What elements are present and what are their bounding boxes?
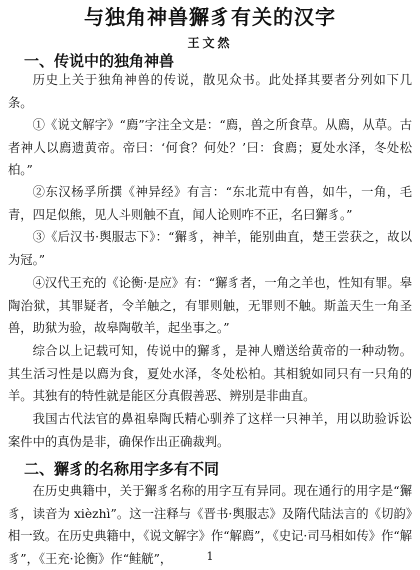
paragraph-source-1: ①《说文解字》“廌”字注全文是：“廌，兽之所食草。从廌，从草。古者神人以廌遗黄帝。帝曰：‘何食？何处？’曰：食廌；夏处水泽，冬处松柏。” (8, 118, 412, 178)
paragraph-source-4: ④汉代王充的《论衡·是应》有：“獬豸者，一角之羊也，性知有罪。皋陶治狱，其罪疑者，令羊触之，有罪则触，无罪则不触。斯盖天生一角圣兽，助狱为验，故皋陶敬羊，起坐事之。” (8, 276, 412, 336)
page-number: 1 (206, 550, 214, 563)
paragraph-gaoyao: 我国古代法官的鼻祖皋陶氏精心驯养了这样一只神羊，用以助验诉讼案件中的真伪是非，确保作出正确裁判。 (8, 412, 412, 449)
paragraph-source-3: ③《后汉书·舆服志下》：“獬豸，神羊，能别曲直，楚王尝获之，故以为冠。” (8, 230, 412, 267)
section-heading-1: 一、传说中的独角神兽 (24, 52, 175, 70)
author-name: 王文然 (187, 36, 233, 50)
paragraph-summary: 综合以上记载可知，传说中的獬豸，是神人赠送给黄帝的一种动物。其生活习性是以廌为食，夏处水泽，冬处松柏。其相貌如同只有一只角的羊。其独有的特性就是能区分真假善恶、辨别是非曲直。 (8, 344, 412, 404)
paragraph-names: 在历史典籍中，关于獬豸名称的用字互有异同。现在通行的用字是“獬豸，读音为 xièzhì”。这一注释与《晋书·舆服志》及隋代陆法言的《切韵》相一致。在历史典籍中，《说文解字》作“解廌”，《史记·司马相如传》作“解豸”，《王充·论衡》作“鲑觥”， (8, 484, 412, 566)
document-title: 与独角神兽獬豸有关的汉字 (84, 5, 336, 29)
section-heading-2: 二、獬豸的名称用字多有不同 (24, 460, 220, 478)
paragraph-intro: 历史上关于独角神兽的传说，散见众书。此处择其要者分列如下几条。 (8, 73, 412, 110)
paragraph-source-2: ②东汉杨孚所撰《神异经》有言：“东北荒中有兽，如牛，一角，毛青，四足似熊，见人斗则触不直，闻人论则咋不正，名曰獬豸。” (8, 185, 412, 222)
